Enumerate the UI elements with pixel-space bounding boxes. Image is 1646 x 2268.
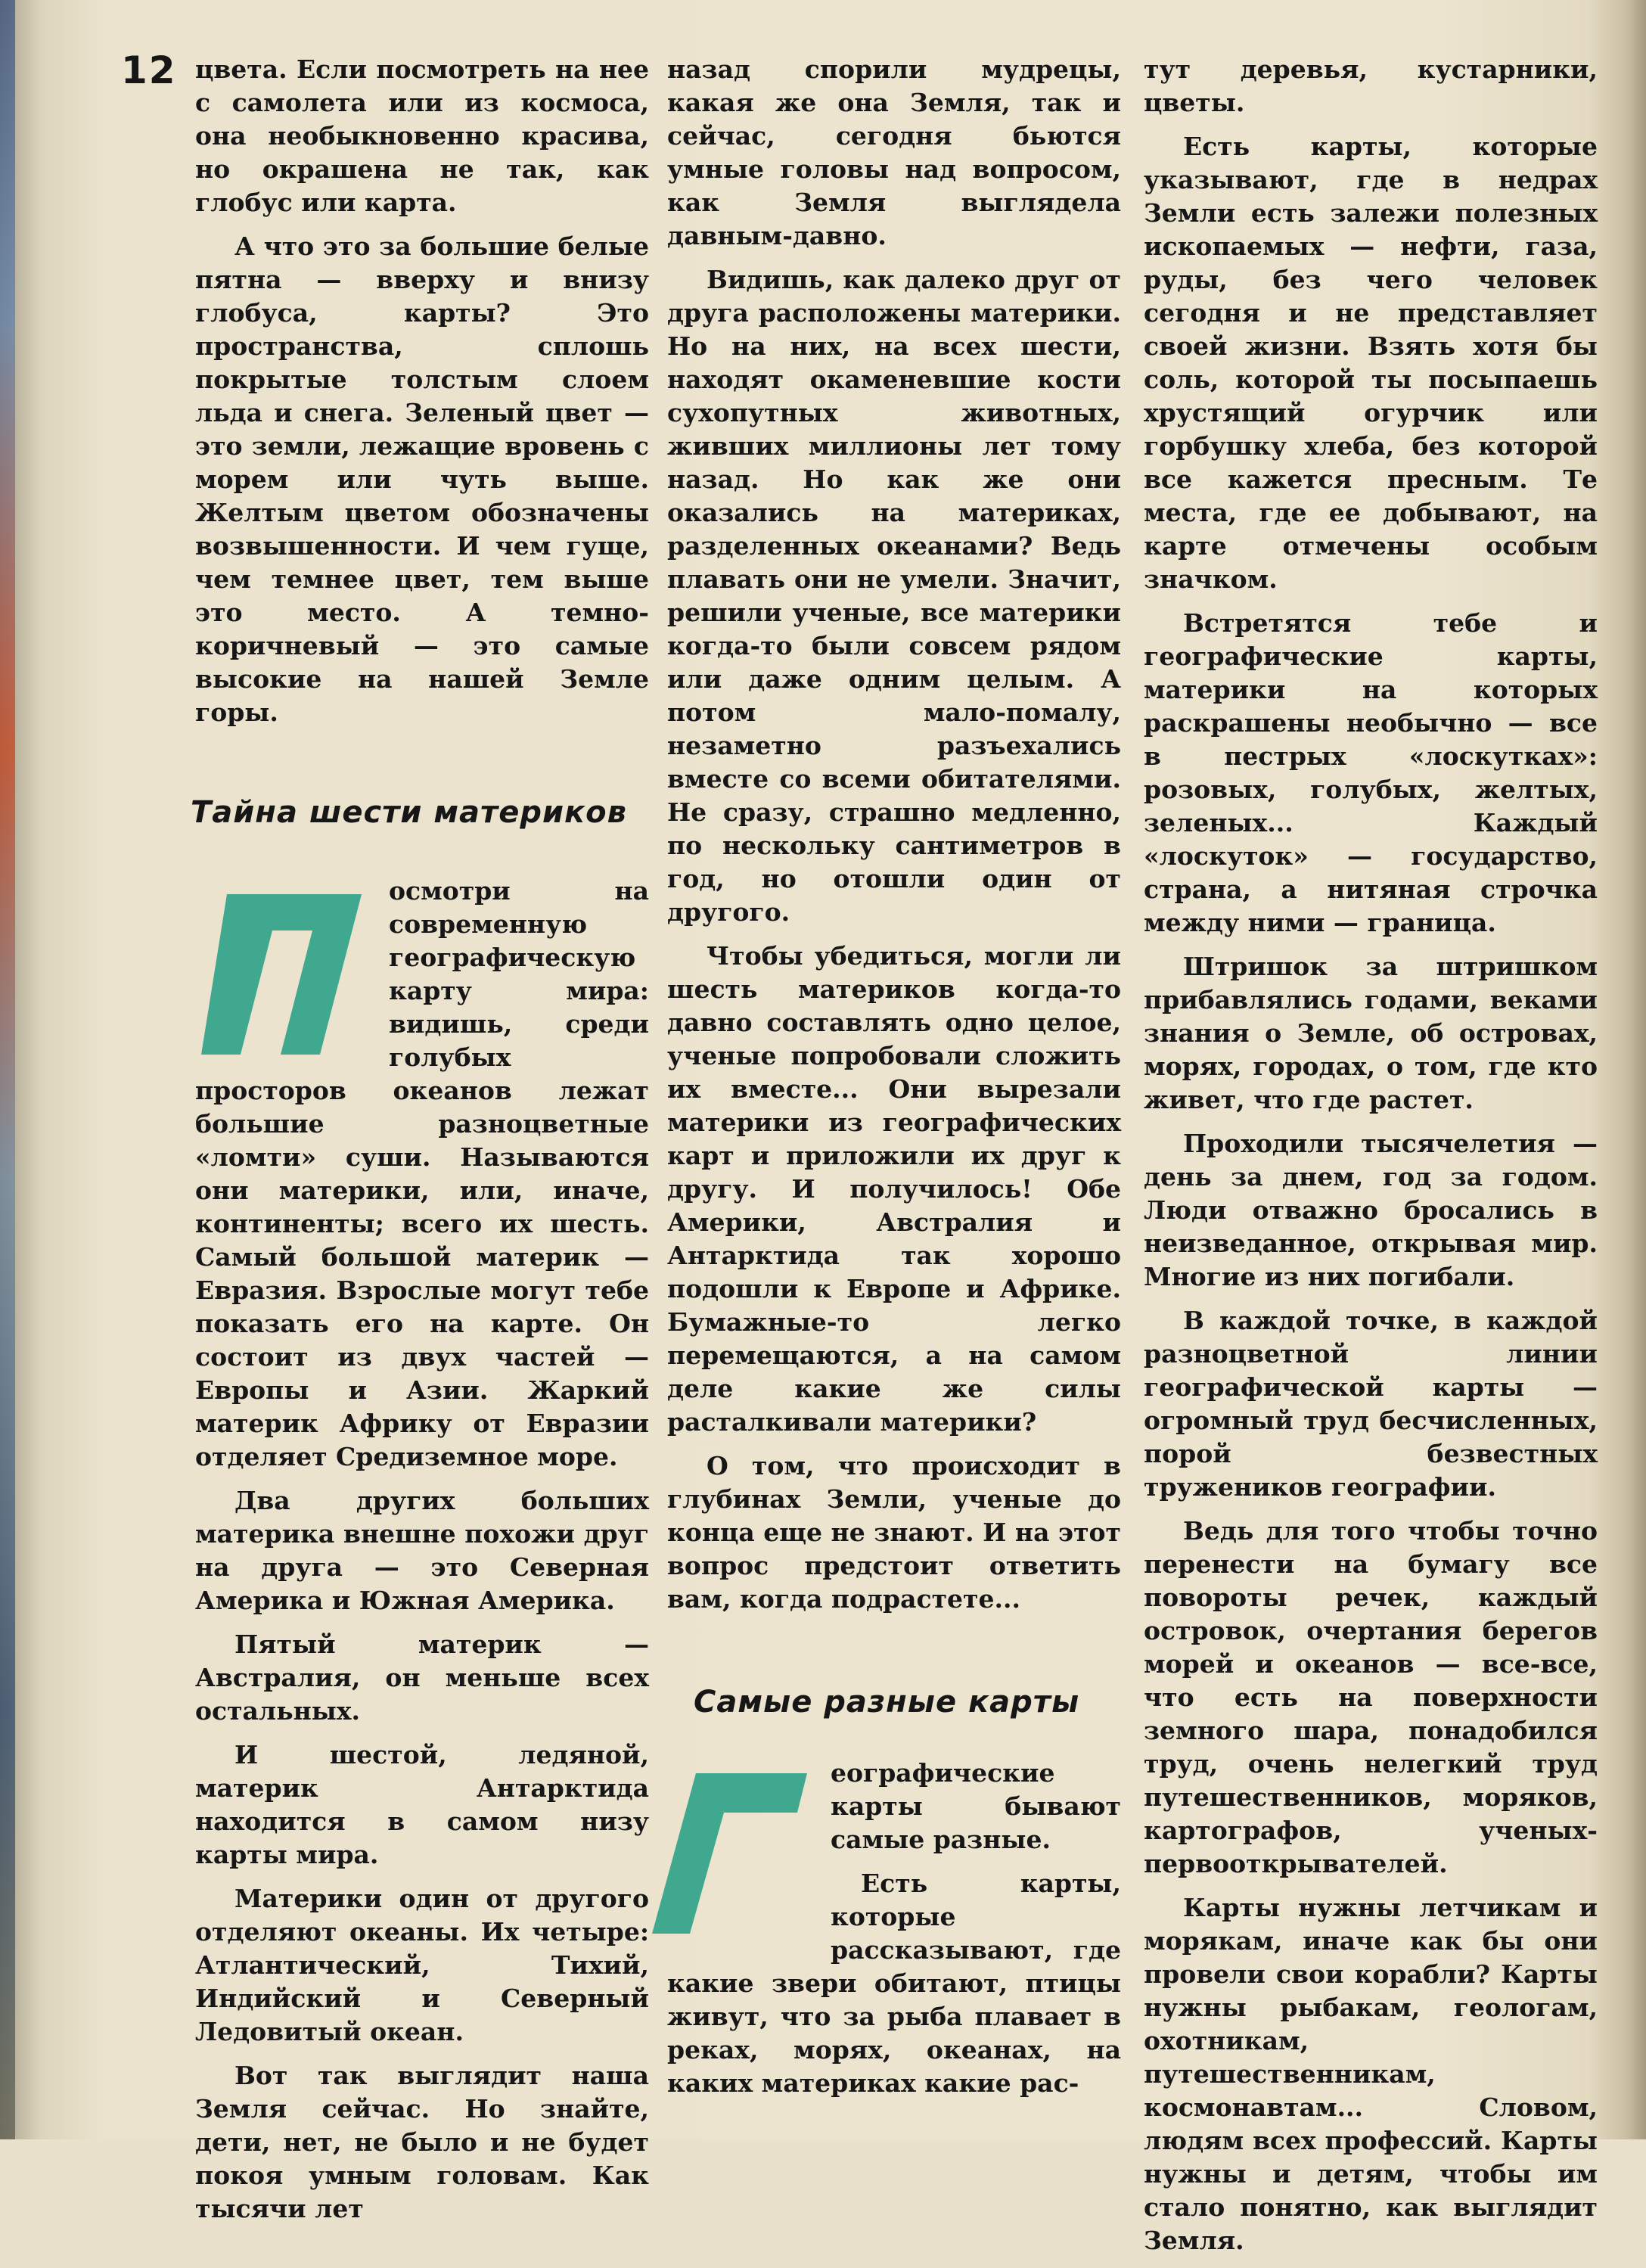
- paragraph: Чтобы убедиться, могли ли шесть материков когда-то давно составлять одно целое, ученые попробовали сложить их вместе... Они вырезали материки из географических карт и приложили их друг к другу. И получилось! Обе Америки, Австралия и Антарктида так хорошо подошли к Европе и Африке. Бумажные-то легко перемещаются, а на самом деле какие же силы расталкивали материки?: [667, 941, 1121, 1437]
- dropcap-letter-p: [180, 879, 369, 1068]
- paragraph: А что это за большие белые пятна — вверху и внизу глобуса, карты? Это пространства, сплошь покрытые толстым слоем льда и снега. Зеленый цвет — это земли, лежащие вровень с морем или чуть выше. Желтым цветом обозначены возвышенности. И чем гуще, чем темнее цвет, тем выше это место. А темно-коричневый — это самые высокие на нашей Земле горы.: [195, 231, 649, 727]
- paragraph: еографические карты бывают самые разные.: [831, 1758, 1121, 1854]
- paragraph: Штришок за штришком прибавлялись годами, веками знания о Земле, об островах, морях, городах, о том, где кто живет, что где растет.: [1144, 952, 1598, 1114]
- adjacent-page-edge: [0, 0, 15, 2139]
- paragraph: Вот так выглядит наша Земля сейчас. Но знайте, дети, нет, не было и не будет покоя умным головам. Как тысячи лет: [195, 2061, 649, 2223]
- dropcap-paragraph: [195, 875, 649, 1474]
- paragraph: Ведь для того чтобы точно перенести на бумагу все повороты речек, каждый островок, очертания берегов морей и океанов — все-все, что есть на поверхности земного шара, понадобился труд, очень нелегкий труд путешественников, моряков, картографов, ученых-первооткрывателей.: [1144, 1516, 1598, 1878]
- paragraph: осмотри на современную географическую карту мира: видишь, среди голубых просторов океанов лежат большие разноцветные «ломти» суши. Называются они материки, или, иначе, континенты; всего их шесть. Самый большой материк — Евразия. Взрослые могут тебе показать его на карте. Он состоит из двух частей — Европы и Азии. Жаркий материк Африку от Евразии отделяет Средиземное море.: [195, 876, 649, 1471]
- section-heading-six-continents: Тайна шести материков: [191, 795, 627, 830]
- page-number: 12: [121, 48, 177, 92]
- paragraph: Проходили тысячелетия — день за днем, год за годом. Люди отважно бросались в неизведанное, открывая мир. Многие из них погибали.: [1144, 1129, 1598, 1291]
- paragraph: Встретятся тебе и географические карты, материки на которых раскрашены необычно — все в пестрых «лоскутках»: розовых, голубых, желтых, зеленых... Каждый «лоскуток» — государство, страна, а нитяная строчка между ними — граница.: [1144, 608, 1598, 937]
- paragraph: цвета. Если посмотреть на нее с самолета или из космоса, она необыкновенно красива, но окрашена не так, как глобус или карта.: [195, 54, 649, 217]
- paragraph: О том, что происходит в глубинах Земли, ученые до конца еще не знают. И на этот вопрос предстоит ответить вам, когда подрастете...: [667, 1451, 1121, 1614]
- paragraph: В каждой точке, в каждой разноцветной линии географической карты — огромный труд бесчисленных, порой безвестных тружеников географии.: [1144, 1306, 1598, 1502]
- paragraph: назад спорили мудрецы, какая же она Земля, так и сейчас, сегодня бьются умные головы над вопросом, как Земля выглядела давным-давно.: [667, 54, 1121, 250]
- dropcap-letter-g: [652, 1761, 811, 1935]
- paragraph: Материки один от другого отделяют океаны. Их четыре: Атлантический, Тихий, Индийский и Северный Ледовитый океан.: [195, 1884, 649, 2046]
- paragraph: Пятый материк — Австралия, он меньше всех остальных.: [195, 1630, 649, 1726]
- paragraph: Видишь, как далеко друг от друга расположены материки. Но на них, на всех шести, находят окаменевшие кости сухопутных животных, живших миллионы лет тому назад. Но как же они оказались на материках, разделенных океанами? Ведь плавать они не умели. Значит, решили ученые, все материки когда-то были совсем рядом или даже одним целым. А потом мало-помалу, незаметно разъехались вместе со всеми обитателями. Не сразу, страшно медленно, по нескольку сантиметров в год, но отошли один от другого.: [667, 265, 1121, 927]
- column-3: [1144, 53, 1598, 2268]
- column-2: [667, 53, 1121, 2111]
- paragraph: тут деревья, кустарники, цветы.: [1144, 54, 1598, 117]
- paragraph: Есть карты, которые указывают, где в недрах Земли есть залежи полезных ископаемых — нефти, газа, руды, без чего человек сегодня и не представляет своей жизни. Взять хотя бы соль, которой ты посыпаешь хрустящий огурчик или горбушку хлеба, без которой все кажется пресным. Те места, где ее добывают, на карте отмечены особым значком.: [1144, 132, 1598, 594]
- paragraph: И шестой, ледяной, материк Антарктида находится в самом низу карты мира.: [195, 1740, 649, 1869]
- paragraph: Карты нужны летчикам и морякам, иначе как бы они провели свои корабли? Карты нужны рыбакам, геологам, охотникам, путешественникам, космонавтам... Словом, людям всех профессий. Карты нужны и детям, чтобы им стало понятно, как выглядит Земля.: [1144, 1893, 1598, 2255]
- column-1: [191, 53, 649, 2236]
- paragraph: Есть карты, которые рассказывают, где какие звери обитают, птицы живут, что за рыба плавает в реках, морях, океанах, на каких материках какие рас-: [667, 1869, 1121, 2098]
- section-heading-various-maps: Самые разные карты: [694, 1685, 1080, 1720]
- paragraph: Два других больших материка внешне похожи друг на друга — это Северная Америка и Южная Америка.: [195, 1486, 649, 1615]
- dropcap-paragraph: [667, 1757, 1121, 2100]
